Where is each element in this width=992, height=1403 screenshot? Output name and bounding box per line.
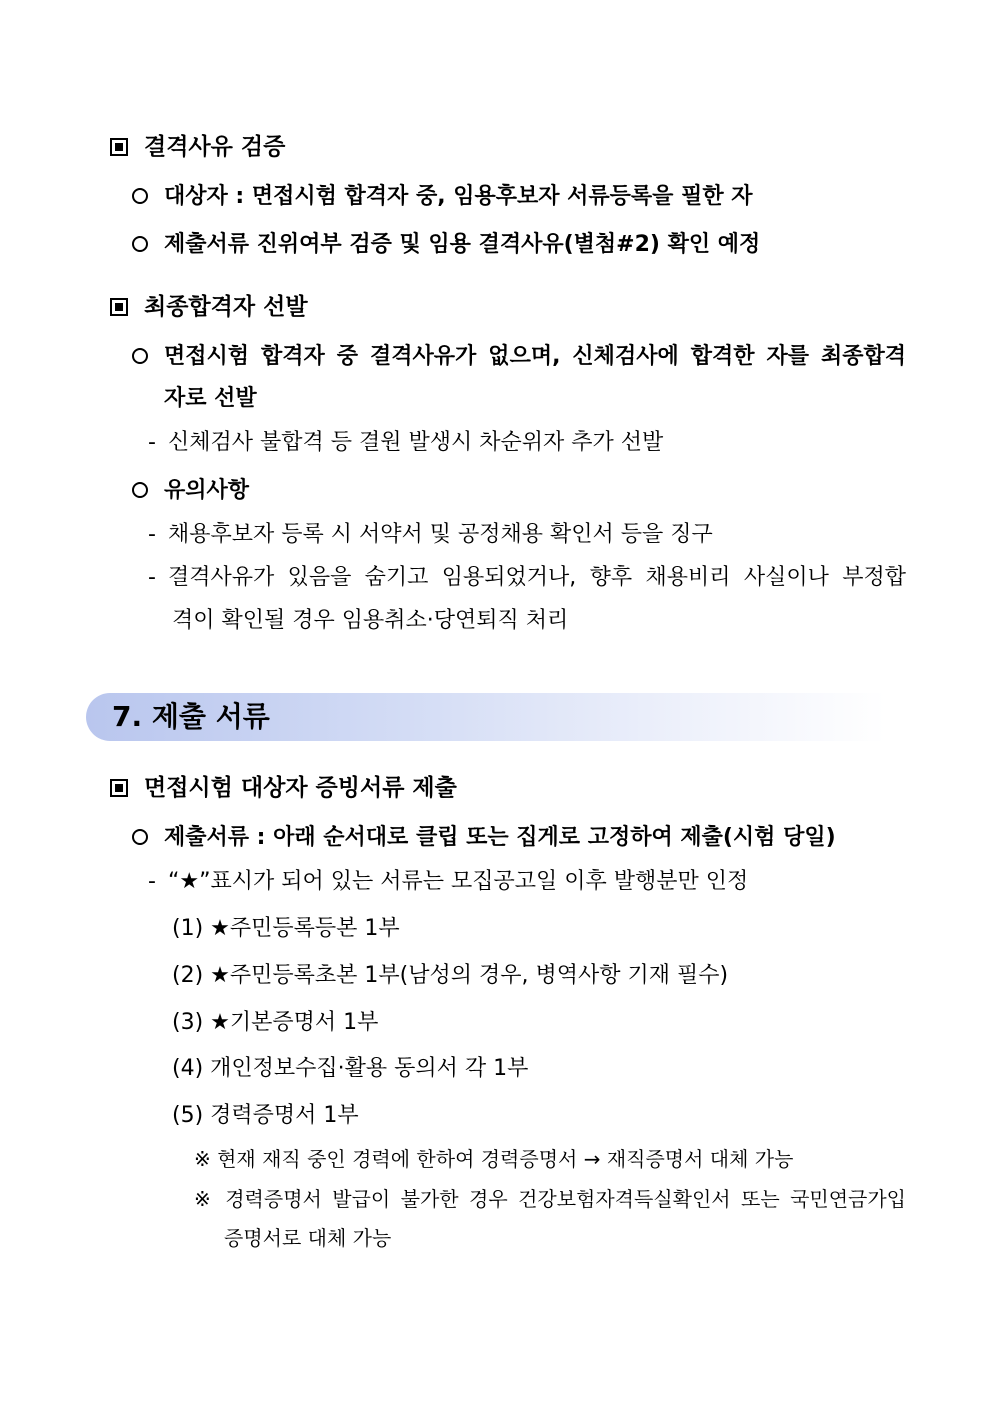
doc-item: (1) ★주민등록등본 1부 bbox=[172, 916, 400, 941]
item-submission: 제출서류 : 아래 순서대로 클립 또는 집게로 고정하여 제출(시험 당일) bbox=[132, 823, 836, 853]
sub-item-star-note: - “★”표시가 되어 있는 서류는 모집공고일 이후 발행분만 인정 bbox=[148, 869, 749, 894]
item-notes: 유의사항 bbox=[132, 476, 249, 506]
circle-bullet-icon bbox=[132, 236, 148, 252]
note-alternative-proof-cont: 증명서로 대체 가능 bbox=[224, 1226, 392, 1250]
note-alternative-proof: ※ 경력증명서 발급이 불가한 경우 건강보험자격득실확인서 또는 국민연금가입 bbox=[194, 1187, 906, 1211]
square-bullet-icon bbox=[110, 298, 128, 316]
heading-final-selection: 최종합격자 선발 bbox=[110, 292, 308, 322]
note-current-employment: ※ 현재 재직 중인 경력에 한하여 경력증명서 → 재직증명서 대체 가능 bbox=[194, 1147, 794, 1171]
circle-bullet-icon bbox=[132, 482, 148, 498]
item-target: 대상자 : 면접시험 합격자 중, 임용후보자 서류등록을 필한 자 bbox=[132, 182, 752, 212]
doc-item: (5) 경력증명서 1부 bbox=[172, 1103, 359, 1128]
doc-item: (2) ★주민등록초본 1부(남성의 경우, 병역사항 기재 필수) bbox=[172, 963, 729, 988]
circle-bullet-icon bbox=[132, 188, 148, 204]
doc-item: (3) ★기본증명서 1부 bbox=[172, 1010, 379, 1035]
item-final-selection: 면접시험 합격자 중 결격사유가 없으며, 신체검사에 합격한 자를 최종합격 bbox=[132, 342, 906, 372]
doc-item: (4) 개인정보수집·활용 동의서 각 1부 bbox=[172, 1056, 529, 1081]
section-title: 7. 제출 서류 bbox=[112, 700, 270, 733]
square-bullet-icon bbox=[110, 779, 128, 797]
item-final-selection-cont: 자로 선발 bbox=[164, 386, 257, 411]
item-verification: 제출서류 진위여부 검증 및 임용 결격사유(별첨#2) 확인 예정 bbox=[132, 230, 760, 260]
sub-item-cancellation-cont: 격이 확인될 경우 임용취소·당연퇴직 처리 bbox=[172, 608, 569, 633]
heading-documents: 면접시험 대상자 증빙서류 제출 bbox=[110, 773, 457, 803]
sub-item-cancellation: - 결격사유가 있음을 숨기고 임용되었거나, 향후 채용비리 사실이나 부정합 bbox=[148, 565, 906, 590]
sub-item-vacancy: - 신체검사 불합격 등 결원 발생시 차순위자 추가 선발 bbox=[148, 430, 664, 455]
circle-bullet-icon bbox=[132, 829, 148, 845]
heading-disqualification-check: 결격사유 검증 bbox=[110, 132, 285, 162]
square-bullet-icon bbox=[110, 138, 128, 156]
sub-item-pledge: - 채용후보자 등록 시 서약서 및 공정채용 확인서 등을 징구 bbox=[148, 522, 713, 547]
circle-bullet-icon bbox=[132, 348, 148, 364]
